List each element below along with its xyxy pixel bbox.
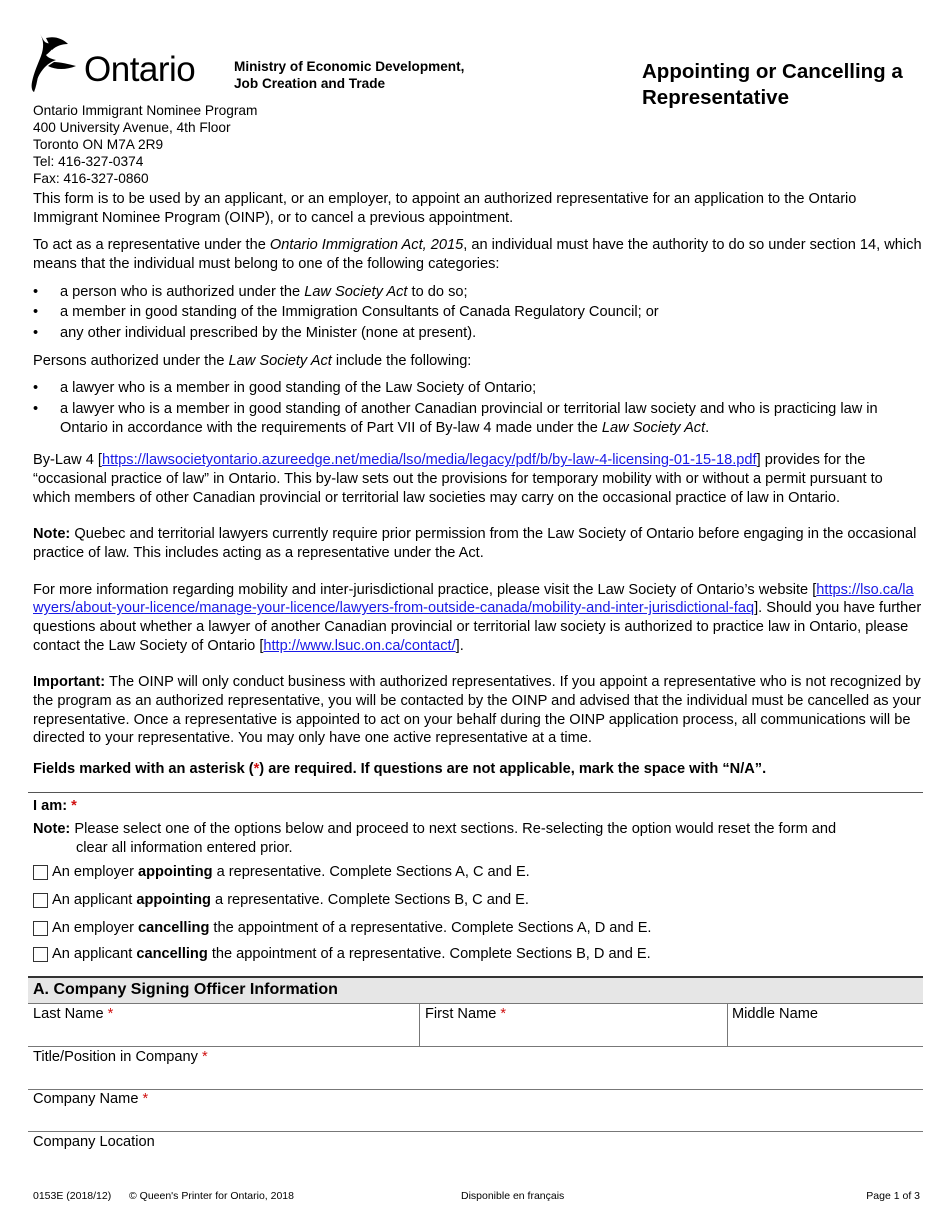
- required-fields-note: Fields marked with an asterisk (*) are required. If questions are not applicable, mark the space with “N/A”.: [33, 761, 767, 778]
- last-name-input[interactable]: [33, 1024, 413, 1044]
- option-applicant-cancelling[interactable]: An applicant cancelling the appointment of a representative. Complete Sections B, D and E.: [33, 945, 651, 964]
- address-line: Fax: 416-327-0860: [33, 170, 149, 186]
- selection-note: Note: Please select one of the options below and proceed to next sections. Re-selecting the option would reset the form and clear all information entered prior.: [33, 821, 837, 856]
- company-location-input[interactable]: [33, 1152, 918, 1172]
- last-name-label: Last Name *: [33, 1006, 114, 1022]
- category-list: [33, 283, 923, 343]
- divider: [28, 1131, 923, 1132]
- checkbox-employer-appointing[interactable]: [33, 865, 48, 880]
- mobility-paragraph: For more information regarding mobility and inter-jurisdictional practice, please visit the Law Society of Ontario’s website [https://lso.ca/lawyers/about-your-licence/manage-your-licence/lawyers-from-outside-canada/mobility-and-inter-jurisdictional-faq]. Should you have further questions about whether a lawyer of another Canadian provincial or territorial law society is authorized to practice law in Ontario, please contact the Law Society of Ontario [http://www.lsuc.on.ca/contact/].: [33, 581, 922, 654]
- copyright: © Queen's Printer for Ontario, 2018: [129, 1190, 294, 1202]
- lawyer-list: [33, 379, 923, 437]
- page-number: Page 1 of 3: [866, 1190, 920, 1202]
- option-employer-cancelling[interactable]: An employer cancelling the appointment of a representative. Complete Sections A, D and E.: [33, 919, 651, 938]
- divider: [28, 1089, 923, 1090]
- title-position-label: Title/Position in Company *: [33, 1049, 208, 1065]
- divider: [727, 1004, 728, 1046]
- list-item: • a person who is authorized under the Law Society Act to do so;: [33, 283, 923, 302]
- first-name-input[interactable]: [425, 1024, 721, 1044]
- divider: [28, 1046, 923, 1047]
- checkbox-applicant-appointing[interactable]: [33, 893, 48, 908]
- address-line: Ontario Immigrant Nominee Program: [33, 103, 258, 118]
- section-a-header: A. Company Signing Officer Information: [28, 976, 923, 1004]
- title-position-input[interactable]: [33, 1067, 918, 1087]
- option-applicant-appointing[interactable]: An applicant appointing a representative. Complete Sections B, C and E.: [33, 891, 529, 910]
- list-item: • any other individual prescribed by the Minister (none at present).: [33, 324, 923, 343]
- trillium-icon: [28, 30, 88, 94]
- middle-name-input[interactable]: [732, 1024, 920, 1044]
- ontario-logo: [28, 30, 213, 98]
- iam-label: I am: *: [33, 798, 77, 814]
- company-location-label: Company Location: [33, 1134, 155, 1150]
- bylaw-paragraph: By-Law 4 [https://lawsocietyontario.azureedge.net/media/lso/media/legacy/pdf/b/by-law-4-licensing-01-15-18.pdf] provides for the “occasional practice of law” in Ontario. This by-law sets out the provisions for temporary mobility with or without a permit pursuant to which members of other Canadian provincial or territorial law societies may carry on the occasional practice of law in Ontario.: [33, 452, 883, 506]
- form-id: 0153E (2018/12): [33, 1190, 112, 1202]
- important-paragraph: Important: The OINP will only conduct business with authorized representatives. If you appoint a representative who is not recognized by the program as an authorized representative, you will be contacted by the OINP and advised that the individual must be cancelled as your representative. Once a representative is appointed to act on your behalf during the OINP application process, all communications will be directed to your representative. You may only have one active representative at a time.: [33, 674, 922, 747]
- divider: [419, 1004, 420, 1046]
- law-society-paragraph: Persons authorized under the Law Society Act include the following:: [33, 352, 472, 369]
- list-item: • a member in good standing of the Immigration Consultants of Canada Regulatory Council; or: [33, 303, 923, 322]
- note-paragraph: Note: Quebec and territorial lawyers currently require prior permission from the Law Society of Ontario before engaging in the occasional practice of law. This includes acting as a representative under the Act.: [33, 526, 917, 562]
- form-title: Appointing or Cancelling a Representative: [642, 60, 903, 109]
- instructions: [33, 190, 923, 788]
- address-line: Tel: 416-327-0374: [33, 153, 144, 169]
- mobility-faq-link[interactable]: https://lso.ca/lawyers/about-your-licence/manage-your-licence/lawyers-from-outside-canada/mobility-and-inter-jurisdictional-faq: [33, 581, 914, 617]
- middle-name-label: Middle Name: [732, 1006, 818, 1022]
- company-name-label: Company Name *: [33, 1091, 149, 1107]
- bylaw-link[interactable]: https://lawsocietyontario.azureedge.net/media/lso/media/legacy/pdf/b/by-law-4-licensing-01-15-18.pdf: [101, 452, 757, 469]
- authority-paragraph: To act as a representative under the Ontario Immigration Act, 2015, an individual must have the authority to do so under section 14, which means that the individual must belong to one of the following categories:: [33, 237, 922, 273]
- checkbox-employer-cancelling[interactable]: [33, 921, 48, 936]
- checkbox-applicant-cancelling[interactable]: [33, 947, 48, 962]
- contact-link[interactable]: http://www.lsuc.on.ca/contact/: [263, 637, 456, 654]
- list-item: • a lawyer who is a member in good standing of another Canadian provincial or territorial law society and who is practicing law in Ontario in accordance with the requirements of Part VII of By-law 4 made under the Law Society Act.: [33, 400, 923, 437]
- intro-paragraph: This form is to be used by an applicant, or an employer, to appoint an authorized representative for an application to the Ontario Immigrant Nominee Program (OINP), or to cancel a previous appointment.: [33, 191, 857, 226]
- divider: [28, 792, 923, 793]
- address-line: Toronto ON M7A 2R9: [33, 136, 164, 152]
- first-name-label: First Name *: [425, 1006, 507, 1022]
- list-item: • a lawyer who is a member in good standing of the Law Society of Ontario;: [33, 379, 923, 398]
- french-available: Disponible en français: [461, 1190, 565, 1202]
- program-address: [33, 103, 257, 188]
- address-line: 400 University Avenue, 4th Floor: [33, 119, 231, 135]
- option-employer-appointing[interactable]: An employer appointing a representative. Complete Sections A, C and E.: [33, 863, 530, 882]
- ministry-name: Ministry of Economic Development, Job Creation and Trade: [234, 59, 465, 91]
- company-name-input[interactable]: [33, 1109, 918, 1129]
- logo-wordmark: Ontario: [84, 50, 196, 89]
